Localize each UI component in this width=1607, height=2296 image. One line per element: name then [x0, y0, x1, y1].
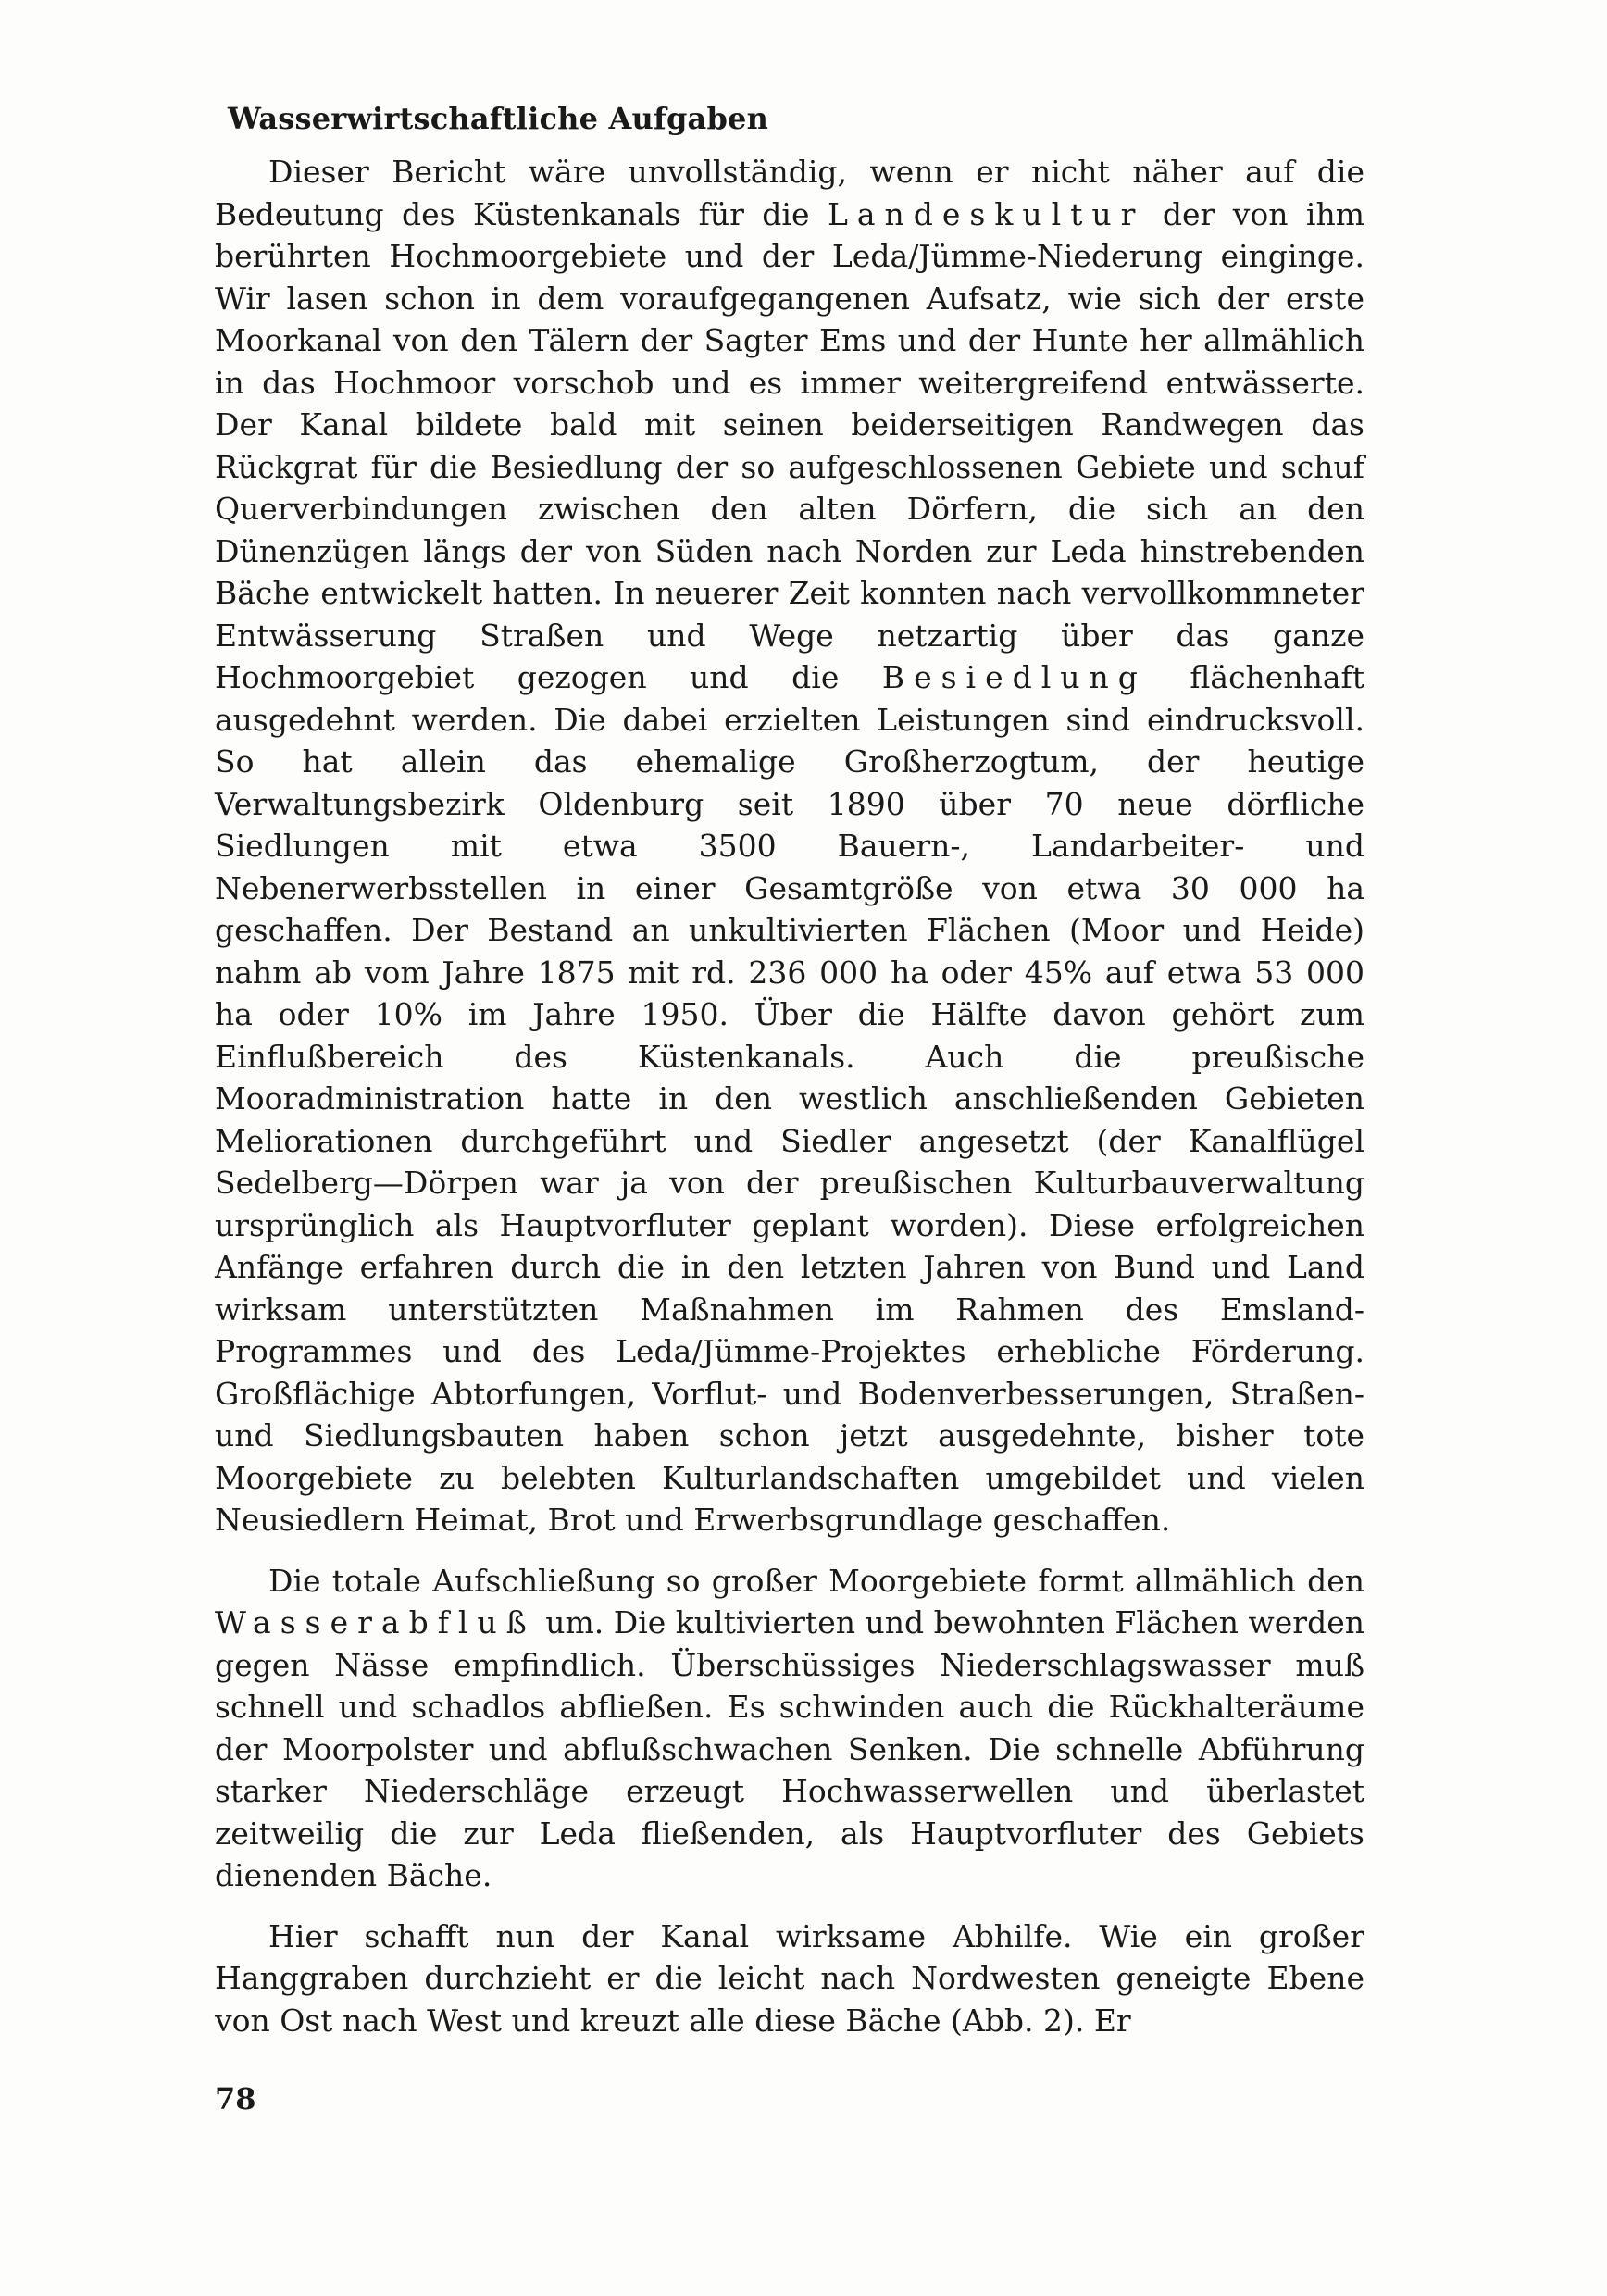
paragraph-2-text-b: um. Die kultivierten und bewohnten Flächen werden gegen Nässe empfindlich. Überschüssiges Niederschlagswasser muß schnell und schadlos abfließen. Es schwinden auch die Rückhalteräume der Moorpolster und abflußschwachen Senken. Die schnelle Abführung starker Niederschläge erzeugt Hochwasserwellen und überlastet zeitweilig die zur Leda fließenden, als Hauptvorfluter des Gebiets dienenden Bäche.	[215, 1604, 1364, 1893]
section-heading: Wasserwirtschaftliche Aufgaben	[228, 101, 769, 136]
paragraph-2	[215, 1560, 1364, 1897]
paragraph-1-text-a: Dieser Bericht wäre unvollständig, wenn er nicht näher auf die Bedeutung des Küstenkanals für die	[215, 154, 1364, 232]
emphasis-landeskultur: Landeskultur	[827, 195, 1145, 232]
text-column	[215, 97, 1364, 2041]
paragraph-3-text-a: Hier schafft nun der Kanal wirksame Abhilfe. Wie ein großer Hanggraben durchzieht er die leicht nach Nordwesten geneigte Ebene von Ost nach West und kreuzt alle diese Bäche (Abb. 2). Er	[215, 1917, 1364, 2039]
emphasis-wasserabfluss: Wasserabfluß	[215, 1604, 536, 1641]
emphasis-besiedlung: Besiedlung	[881, 659, 1147, 695]
paragraph-1-text-c: flächenhaft ausgedehnt werden. Die dabei erzielten Leistungen sind eindrucksvoll. So hat allein das ehemalige Großherzogtum, der heutige Verwaltungsbezirk Oldenburg seit 1890 über 70 neue dörfliche Siedlungen mit etwa 3500 Bauern-, Landarbeiter- und Nebenerwerbsstellen in einer Gesamtgröße von etwa 30 000 ha geschaffen. Der Bestand an unkultivierten Flächen (Moor und Heide) nahm ab vom Jahre 1875 mit rd. 236 000 ha oder 45% auf etwa 53 000 ha oder 10% im Jahre 1950. Über die Hälfte davon gehört zum Einflußbereich des Küstenkanals. Auch die preußische Mooradministration hatte in den westlich anschließenden Gebieten Meliorationen durchgeführt und Siedler angesetzt (der Kanalflügel Sedelberg—Dörpen war ja von der preußischen Kulturbauverwaltung ursprünglich als Hauptvorfluter geplant worden). Diese erfolgreichen Anfänge erfahren durch die in den letzten Jahren von Bund und Land wirksam unterstützten Maßnahmen im Rahmen des Emsland-Programmes und des Leda/Jümme-Projektes erhebliche Förderung. Großflächige Abtorfungen, Vorflut- und Bodenverbesserungen, Straßen- und Siedlungsbauten haben schon jetzt ausgedehnte, bisher tote Moorgebiete zu belebten Kulturlandschaften umgebildet und vielen Neusiedlern Heimat, Brot und Erwerbsgrundlage geschaffen.	[215, 659, 1364, 1538]
page-number: 78	[215, 2081, 256, 2116]
paragraph-1-text-b: der von ihm berührten Hochmoorgebiete und der Leda/Jümme-Niederung einginge. Wir lasen schon in dem voraufgegangenen Aufsatz, wie sich der erste Moorkanal von den Tälern der Sagter Ems und der Hunte her allmählich in das Hochmoor vorschob und es immer weitergreifend entwässerte. Der Kanal bildete bald mit seinen beiderseitigen Randwegen das Rückgrat für die Besiedlung der so aufgeschlossenen Gebiete und schuf Querverbindungen zwischen den alten Dörfern, die sich an den Dünenzügen längs der von Süden nach Norden zur Leda hinstrebenden Bäche entwickelt hatten. In neuerer Zeit konnten nach vervollkommneter Entwässerung Straßen und Wege netzartig über das ganze Hochmoorgebiet gezogen und die	[215, 195, 1364, 695]
paragraph-2-text-a: Die totale Aufschließung so großer Moorgebiete formt allmählich den	[268, 1562, 1364, 1599]
paragraph-1	[215, 151, 1364, 1541]
paragraph-3	[215, 1915, 1364, 2042]
